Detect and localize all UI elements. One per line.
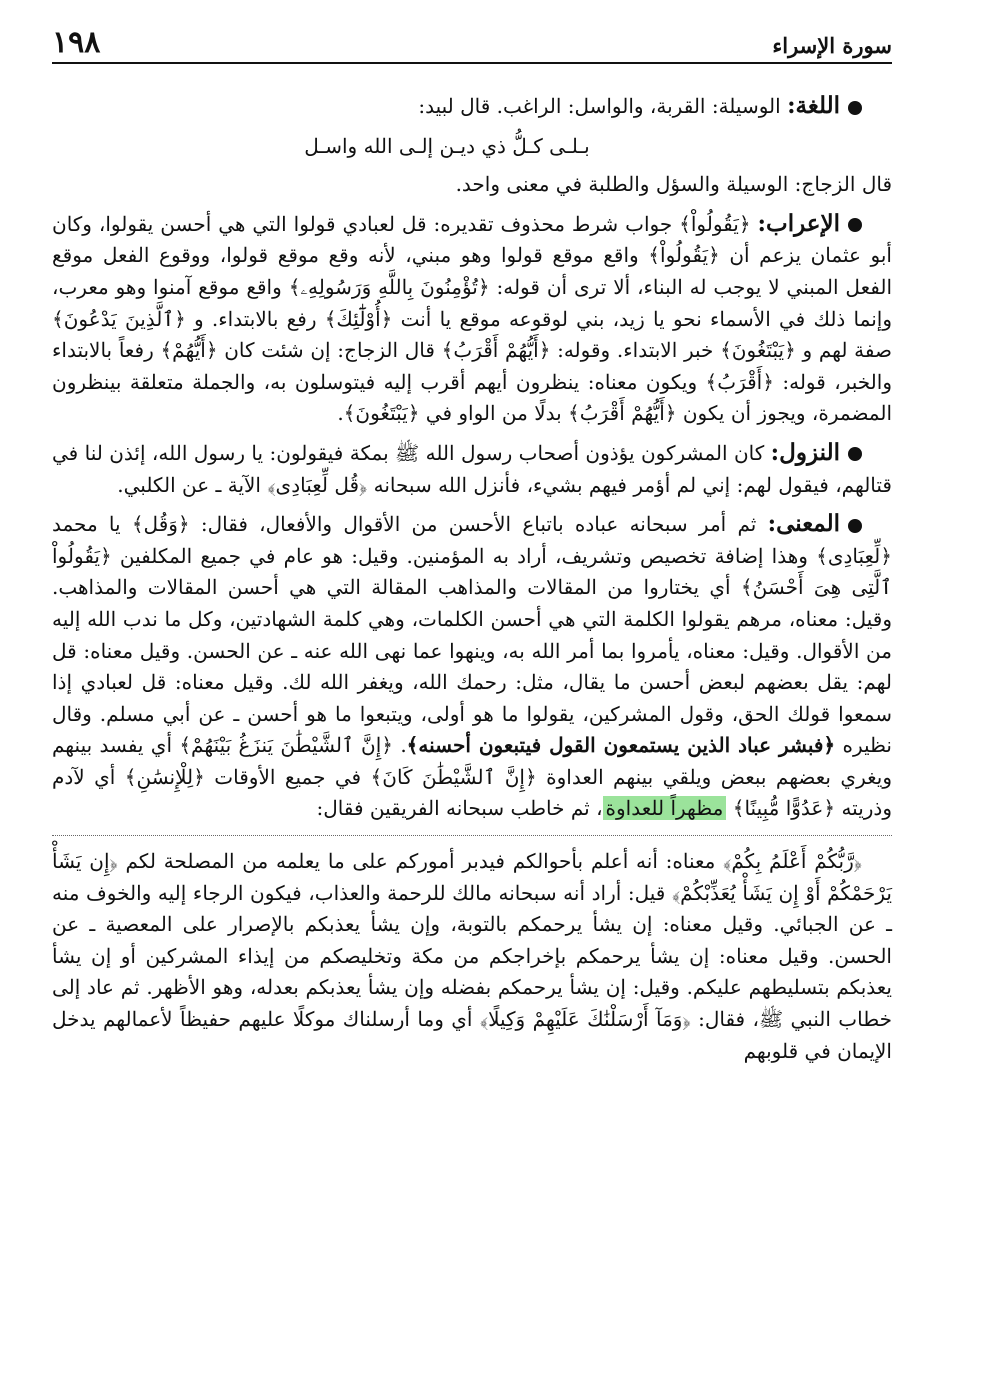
lugha-text: الوسيلة: القربة، والواسل: الراغب. قال لبيد:	[418, 94, 781, 118]
bullet-icon	[848, 447, 862, 461]
mana-label: المعنى:	[767, 510, 840, 538]
mana-text-c: ، ثم خاطب سبحانه الفريقين فقال:	[316, 796, 603, 821]
bold-quote: ﴿فبشر عباد الذين يستمعون القول فيتبعون أحسنه﴾	[406, 733, 836, 758]
lugha-text-2: قال الزجاج: الوسيلة والسؤل والطلبة في معنى واحد.	[455, 172, 892, 197]
irab-section	[52, 208, 892, 430]
closing-paragraph: ﴿رَّبُّكُمْ أَعْلَمُ بِكُمْ﴾ معناه: أنه أعلم بأحوالكم فيدبر أموركم على ما يعلمه من المصلحة لكم ﴿إِن يَشَأْ يَرْحَمْكُمْ أَوْ إِن يَشَأْ يُعَذِّبْكُمْ﴾ قيل: أراد أنه سبحانه مالك للرحمة والعذاب، فيكون الرجاء إليه والخوف منه ـ عن الجبائي. وقيل معناه: إن يشأ يرحمكم بالتوبة، وإن يشأ يعذبكم بالإصرار على المعصية ـ عن الحسن. وقيل معناه: إن يشأ يرحمكم بإخراجكم من مكة وتخليصكم من إيذاء المشركين أو إن يشأ يعذبكم بتسليطهم عليكم. وقيل: إن يشأ يرحمكم بفضله وإن يشأ يعذبكم بعدله، وهو الأظهر. ثم عاد إلى خطاب النبي ﷺ، فقال: ﴿وَمَآ أَرْسَلْنَٰكَ عَلَيْهِمْ وَكِيلًا﴾ أي وما أرسلناك موكلًا عليهم حفيظاً لأعمالهم يدخل الإيمان في قلوبهم	[52, 849, 892, 1063]
lugha-label: اللغة:	[787, 92, 840, 119]
page-number: ١٩٨	[52, 25, 101, 60]
section-divider	[52, 835, 892, 836]
irab-label: الإعراب:	[757, 209, 841, 237]
lugha-section	[52, 90, 892, 123]
poetry-verse: بـلـى كـلُّ ذي ديـن إلـى الله واسـل	[304, 133, 590, 158]
mana-text-b: . ﴿إِنَّ ٱلشَّيْطَٰنَ يَنزَغُ بَيْنَهُمْ﴾ أي يفسد بينهم ويغري بعضهم ببعض ويلقي بينهم العداوة ﴿إِنَّ ٱلشَّيْطَٰنَ كَانَ﴾ في جميع الأوقات ﴿لِلْإِنسَٰنِ﴾ أي لآدم وذريته ﴿عَدُوًّا مُّبِينًا﴾	[52, 733, 892, 821]
surah-name: سورة الإسراء	[772, 33, 892, 58]
nuzul-label: النزول:	[770, 438, 840, 466]
irab-text: ﴿يَقُولُواْ﴾ جواب شرط محذوف تقديره: قل لعبادي قولوا التي هي أحسن يقولوا، وكان أبو عثمان يزعم أن ﴿يَقُولُواْ﴾ واقع موقع قولوا وهو مبني، لأنه وقع موقع قولوا، ووقوع الفعل موقع الفعل المبني لا يوجب له البناء، ألا ترى أن قوله: ﴿تُؤْمِنُونَ بِاللَّهِ وَرَسُولِهِۦ﴾ واقع موقع آمنوا وهو معرب، وإنما ذلك في الأسماء نحو يا زيد، بني لوقوعه موقع يا أنت ﴿أُوْلَٰٓئِكَ﴾ رفع بالابتداء. و ﴿ٱلَّذِينَ يَدْعُونَ﴾ صفة لهم و ﴿يَبْتَغُونَ﴾ خبر الابتداء. وقوله: ﴿أَيُّهُمْ أَقْرَبُ﴾ قال الزجاج: إن شئت كان ﴿أَيُّهُمْ﴾ رفعاً بالابتداء والخبر، قوله: ﴿أَقْرَبُ﴾ ويكون معناه: ينظرون أيهم أقرب إليه فيتوسلون به، والجملة متعلقة بينظرون المضمرة، ويجوز أن يكون ﴿أَيُّهُمْ أَقْرَبُ﴾ بدلًا من الواو في ﴿يَبْتَغُونَ﴾.	[52, 211, 892, 426]
bullet-icon	[848, 519, 862, 533]
bullet-icon	[848, 218, 862, 232]
mana-text-a: ثم أمر سبحانه عباده باتباع الأحسن من الأقوال والأفعال، فقال: ﴿وَقُل﴾ يا محمد ﴿لِّعِبَادِى﴾ وهذا إضافة تخصيص وتشريف، أراد به المؤمنين. وقيل: هو عام في جميع المكلفين ﴿يَقُولُواْ ٱلَّتِى هِىَ أَحْسَنُ﴾ أي يختاروا من المقالات والمذاهب المقالة التي هي أحسن المقالات والمذاهب. وقيل: معناه، مرهم يقولوا الكلمة التي هي أحسن الكلمات، وهي كلمة الشهادتين، وكل ما ندب الله إليه من الأقوال. وقيل: معناه، يأمروا بما أمر الله به، وينهوا عما نهى الله عنه ـ عن الحسن. وقيل معناه: قل لهم: يقل بعضهم لبعض أحسن ما يقال، مثل: رحمك الله، ويغفر الله لك. وقيل معناه: قل لعبادي إذا سمعوا قولك الحق، وقول المشركين، يقولوا ما هو أولى، ويتبعوا ما هو أحسن ـ عن أبي مسلم. وقال نظيره	[52, 512, 892, 758]
nuzul-text: كان المشركون يؤذون أصحاب رسول الله ﷺ بمكة فيقولون: يا رسول الله، إئذن لنا في قتالهم، فيقول لهم: إني لم أؤمر فيهم بشيء، فأنزل الله سبحانه ﴿قُل لِّعِبَادِى﴾ الآية ـ عن الكلبي.	[52, 440, 892, 497]
highlighted-text: مظهراً للعداوة	[603, 796, 727, 820]
page-body	[52, 90, 892, 1067]
bullet-icon	[848, 101, 862, 115]
mana-section	[52, 508, 892, 825]
nuzul-section	[52, 437, 892, 501]
book-page	[52, 25, 892, 1067]
page-header	[52, 25, 892, 64]
